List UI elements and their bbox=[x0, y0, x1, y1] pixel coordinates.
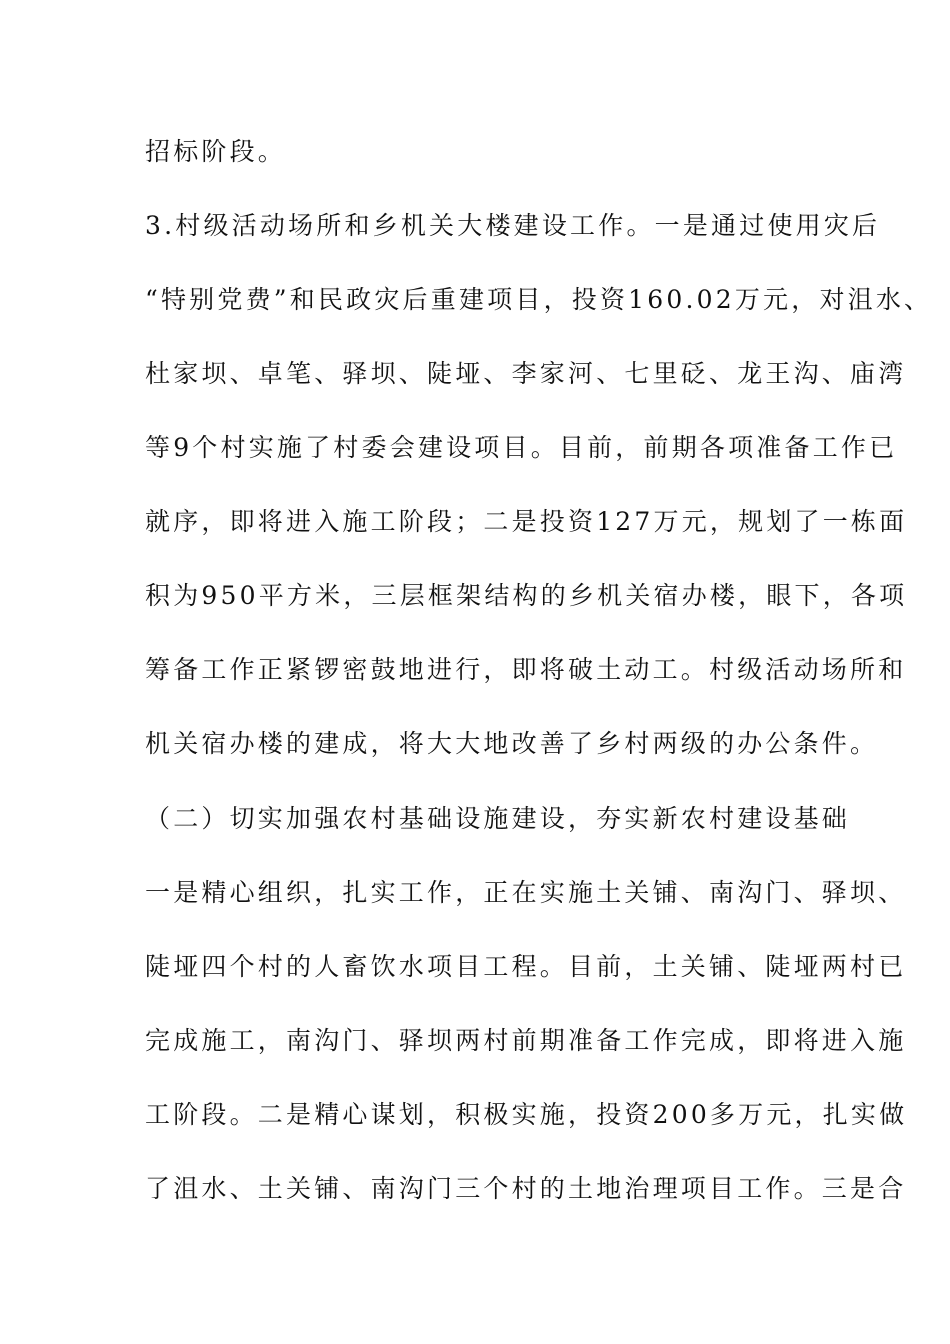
text-line: 筹备工作正紧锣密鼓地进行，即将破土动工。村级活动场所和 bbox=[145, 655, 907, 684]
text-line: “特别党费”和民政灾后重建项目，投资160.02万元，对沮水、 bbox=[145, 285, 933, 314]
section-heading: （二）切实加强农村基础设施建设，夯实新农村建设基础 bbox=[145, 804, 851, 833]
text-line: 工阶段。二是精心谋划，积极实施，投资200多万元，扎实做 bbox=[145, 1100, 908, 1129]
text-line: 等9个村实施了村委会建设项目。目前，前期各项准备工作已 bbox=[145, 433, 898, 462]
text-line: 了沮水、土关铺、南沟门三个村的土地治理项目工作。三是合 bbox=[145, 1174, 907, 1203]
text-line: 完成施工，南沟门、驿坝两村前期准备工作完成，即将进入施 bbox=[145, 1026, 907, 1055]
text-line: 就序，即将进入施工阶段；二是投资127万元，规划了一栋面 bbox=[145, 507, 908, 536]
text-line: 陡垭四个村的人畜饮水项目工程。目前，土关铺、陡垭两村已 bbox=[145, 952, 907, 981]
text-line: 招标阶段。 bbox=[145, 137, 287, 166]
text-line: 积为950平方米，三层框架结构的乡机关宿办楼，眼下，各项 bbox=[145, 581, 908, 610]
text-line: 一是精心组织，扎实工作，正在实施土关铺、南沟门、驿坝、 bbox=[145, 878, 907, 907]
text-line: 机关宿办楼的建成，将大大地改善了乡村两级的办公条件。 bbox=[145, 729, 879, 758]
text-line: 3.村级活动场所和乡机关大楼建设工作。一是通过使用灾后 bbox=[145, 211, 881, 240]
text-line: 杜家坝、卓笔、驿坝、陡垭、李家河、七里砭、龙王沟、庙湾 bbox=[145, 359, 907, 388]
